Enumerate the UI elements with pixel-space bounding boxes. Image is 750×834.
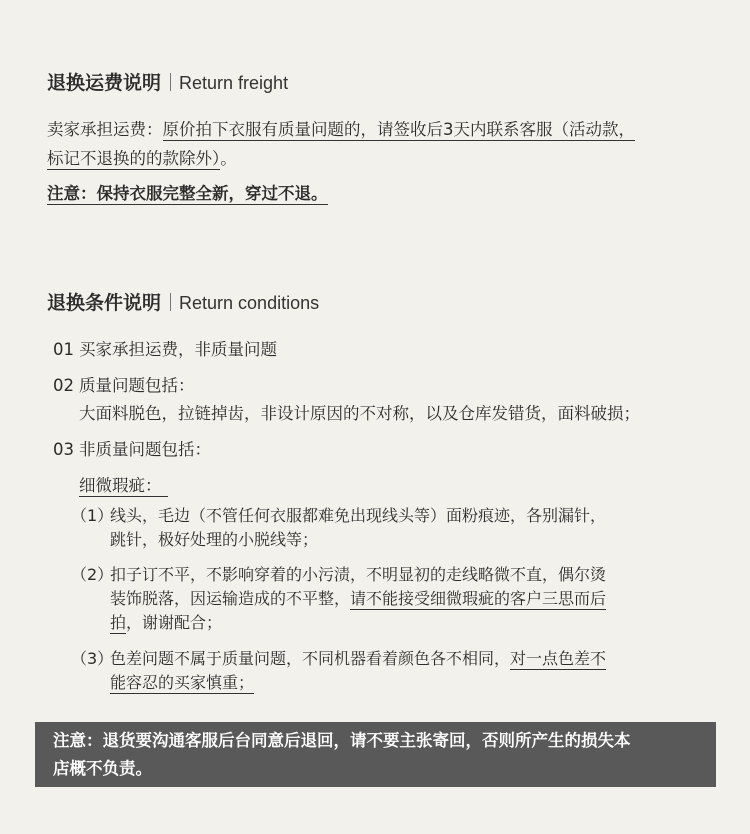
condition-item-02: [53, 372, 195, 396]
minor-defects-label: 细微瑕疵：: [79, 476, 168, 497]
point-2-line-1: [71, 562, 606, 585]
point-3-text-1b: 对一点色差不: [510, 649, 607, 668]
condition-text: 买家承担运费，非质量问题: [79, 340, 277, 359]
point-3-line-1: [71, 646, 606, 669]
freight-condition-part2: 标记不退换的的款除外）: [47, 149, 221, 168]
heading-divider: [170, 73, 171, 91]
freight-note-line: [47, 180, 328, 204]
condition-text: 非质量问题包括：: [79, 440, 211, 459]
point-3-text-1a: 色差问题不属于质量问题，不同机器看着颜色各不相同，: [110, 649, 511, 668]
freight-label: 卖家承担运费：: [47, 120, 163, 139]
point-number: （3）: [71, 649, 114, 668]
point-2-line-3: [110, 610, 222, 633]
heading-divider: [170, 293, 171, 311]
condition-text: 质量问题包括：: [79, 376, 195, 395]
point-2-line-2: [110, 586, 606, 609]
point-3-text-2: 能容忍的买家慎重；: [110, 673, 255, 692]
point-2-text-2a: 装饰脱落，因运输造成的不平整，: [110, 589, 351, 608]
freight-note: 注意：保持衣服完整全新，穿过不退。: [47, 184, 328, 203]
point-number: （1）: [71, 506, 114, 525]
point-1-text-1: 线头，毛边（不管任何衣服都难免出现线头等）面粉痕迹，各别漏针，: [110, 506, 607, 525]
condition-number: 03: [53, 440, 74, 459]
point-1-line-2: [110, 527, 318, 550]
notice-line-1: 注意：退货要沟通客服后台同意后退回，请不要主张寄回，否则所产生的损失本: [53, 731, 631, 750]
quality-issue-detail-text: 大面料脱色，拉链掉齿，非设计原因的不对称，以及仓库发错货，面料破损；: [79, 404, 640, 423]
point-2-text-3b: ，谢谢配合；: [126, 613, 223, 632]
freight-condition-part1: 原价拍下衣服有质量问题的，请签收后3天内联系客服（活动款，: [162, 120, 635, 139]
point-2-text-1: 扣子订不平，不影响穿着的小污渍，不明显初的走线略微不直，偶尔烫: [110, 565, 607, 584]
point-3-line-2: [110, 670, 254, 693]
freight-condition-end: 。: [220, 149, 237, 168]
quality-issue-detail: [79, 400, 640, 424]
return-conditions-title-en: Return conditions: [179, 293, 320, 313]
freight-text-line-1: [47, 116, 635, 140]
point-1-text-2: 跳针，极好处理的小脱线等；: [110, 530, 319, 549]
freight-text-line-2: [47, 145, 237, 169]
return-freight-heading: [47, 68, 288, 95]
point-2-text-3a: 拍: [110, 613, 127, 632]
notice-line-2: 店概不负责。: [53, 759, 152, 778]
point-1-line-1: [71, 503, 606, 526]
return-conditions-title-cn: 退换条件说明: [47, 292, 162, 314]
condition-number: 02: [53, 376, 74, 395]
condition-number: 01: [53, 340, 74, 359]
point-2-text-2b: 请不能接受细微瑕疵的客户三思而后: [350, 589, 607, 608]
notice-banner: [35, 722, 716, 787]
return-freight-title-en: Return freight: [179, 73, 289, 93]
point-number: （2）: [71, 565, 114, 584]
return-conditions-heading: [47, 288, 319, 315]
minor-defects-subheading: [79, 472, 168, 496]
condition-item-03: [53, 436, 211, 460]
return-freight-title-cn: 退换运费说明: [47, 72, 162, 94]
condition-item-01: [53, 336, 277, 360]
